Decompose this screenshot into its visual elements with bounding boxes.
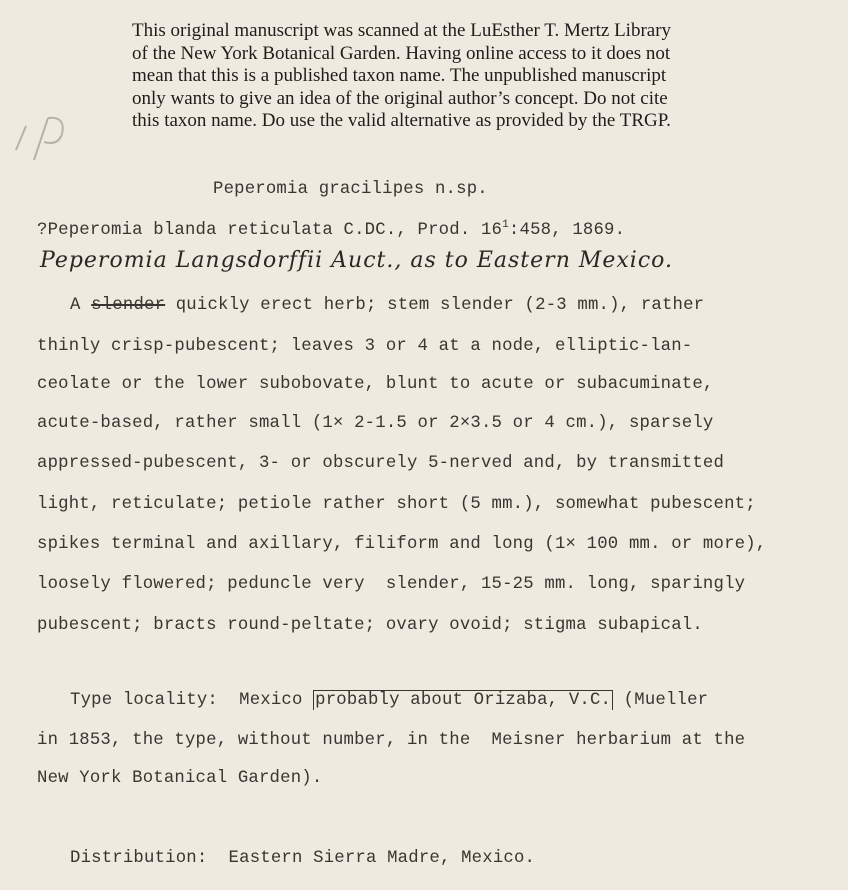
handwritten-annotation: Peperomia Langsdorffii Auct., as to Eastern Mexico. <box>40 248 674 273</box>
synonym-superscript: 1 <box>502 219 509 231</box>
synonym-line <box>37 219 625 240</box>
description-line: ceolate or the lower subobovate, blunt to acute or subacuminate, <box>37 375 714 394</box>
pencil-margin-mark <box>4 112 74 172</box>
description-line: light, reticulate; petiole rather short (5 mm.), somewhat pubescent; <box>37 495 756 514</box>
type-locality-line: in 1853, the type, without number, in the Meisner herbarium at the <box>37 731 746 750</box>
struck-word: slender <box>91 296 166 315</box>
notice-line: mean that this is a published taxon name. The unpublished manuscript <box>132 65 667 87</box>
type-locality-line <box>70 691 708 710</box>
distribution-line: Distribution: Eastern Sierra Madre, Mexico. <box>70 849 536 868</box>
description-line: appressed-pubescent, 3- or obscurely 5-nerved and, by transmitted <box>37 454 725 473</box>
description-line: spikes terminal and axillary, filiform and long (1× 100 mm. or more), <box>37 535 767 554</box>
description-line: acute-based, rather small (1× 2-1.5 or 2×3.5 or 4 cm.), sparsely <box>37 414 714 433</box>
description-line: pubescent; bracts round-peltate; ovary ovoid; stigma subapical. <box>37 616 703 635</box>
bracketed-note: probably about Orizaba, V.C. <box>315 691 612 710</box>
synonym-text: ?Peperomia blanda reticulata C.DC., Prod. 16 <box>37 220 503 240</box>
synonym-citation: :458, 1869. <box>508 220 626 240</box>
notice-line: of the New York Botanical Garden. Having online access to it does not <box>132 42 671 64</box>
type-locality-text: (Mueller <box>613 691 709 710</box>
notice-line: this taxon name. Do use the valid alternative as provided by the TRGP. <box>132 110 671 132</box>
description-line: loosely flowered; peduncle very slender, 15-25 mm. long, sparingly <box>37 575 746 594</box>
description-text: A <box>70 296 92 315</box>
notice-line: only wants to give an idea of the original author’s concept. Do not cite <box>132 87 668 109</box>
notice-line: This original manuscript was scanned at the LuEsther T. Mertz Library <box>132 20 672 41</box>
library-notice <box>132 20 762 133</box>
type-locality-text: Type locality: Mexico <box>70 691 314 710</box>
species-title: Peperomia gracilipes n.sp. <box>213 180 488 199</box>
description-line <box>70 296 704 315</box>
description-line: thinly crisp-pubescent; leaves 3 or 4 at a node, elliptic-lan- <box>37 337 693 356</box>
type-locality-line: New York Botanical Garden). <box>37 769 323 788</box>
description-text: quickly erect herb; stem slender (2-3 mm.), rather <box>165 296 705 315</box>
